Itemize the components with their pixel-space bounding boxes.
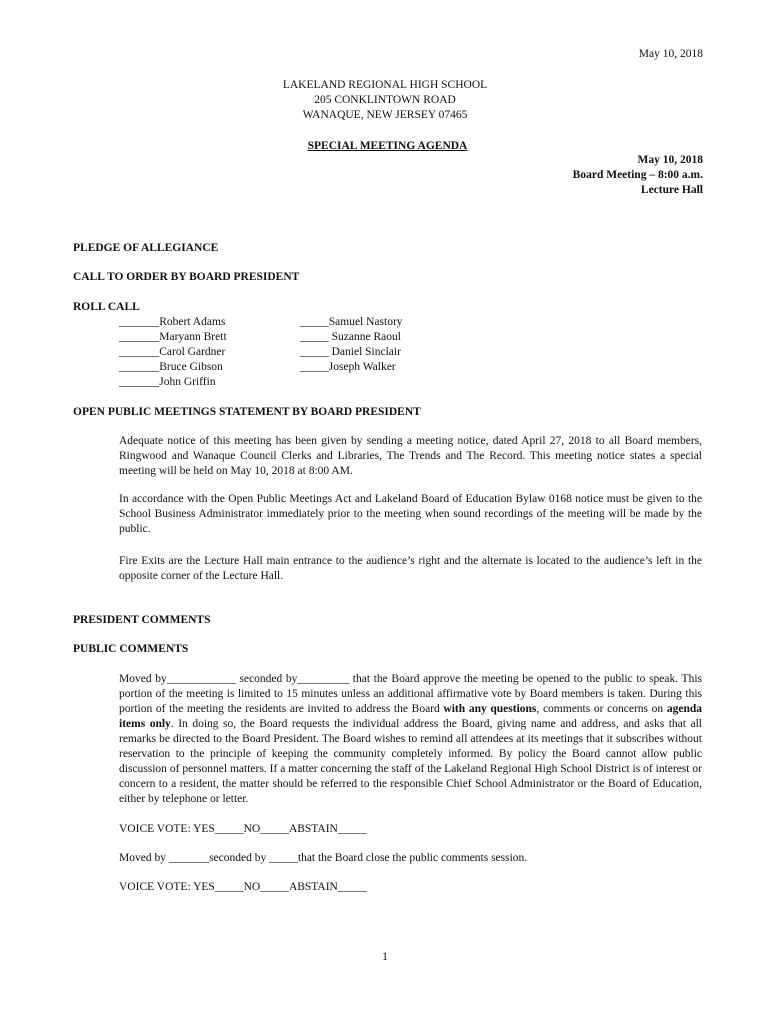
opma-heading: OPEN PUBLIC MEETINGS STATEMENT BY BOARD PRESIDENT (73, 406, 421, 418)
roll-call-right-list (300, 315, 403, 375)
motion-emphasis-questions: with any questions (443, 703, 537, 715)
roll-call-entry: _____ Suzanne Raoul (300, 331, 401, 343)
header-date: May 10, 2018 (638, 48, 703, 60)
motion-close-public-comments: Moved by _______seconded by _____that the Board close the public comments session. (119, 852, 528, 864)
roll-call-heading: ROLL CALL (73, 301, 140, 313)
school-address-line2: WANAQUE, NEW JERSEY 07465 (302, 109, 468, 121)
motion-emphasis-agenda-items: agenda items only (119, 703, 703, 730)
call-to-order-heading: CALL TO ORDER BY BOARD PRESIDENT (73, 271, 300, 283)
roll-call-entry: _______John Griffin (119, 376, 216, 388)
roll-call-entry: _______Bruce Gibson (119, 361, 223, 373)
roll-call-entry: _______Maryann Brett (119, 331, 227, 343)
roll-call-left-list (119, 315, 227, 390)
motion-text: , comments or concerns on (536, 703, 667, 715)
president-comments-heading: PRESIDENT COMMENTS (73, 614, 211, 626)
school-name: LAKELAND REGIONAL HIGH SCHOOL (282, 79, 488, 91)
meeting-date: May 10, 2018 (637, 154, 703, 166)
motion-text: . In doing so, the Board requests the individual address the Board, giving name and address, and asks that all remarks be directed to the Board President. The Board wishes to remind all attendees at its meetings that it subscribes without reservation to the principle of keeping the community completely informed. By policy the Board cannot allow public discussion of personnel matters. If a matter concerning the staff of the Lakeland Regional High School District is of interest or concern to a resident, the matter should be referred to the responsible Chief School Administrator or the Board of Education, either by telephone or letter. (119, 718, 703, 805)
meeting-time: Board Meeting – 8:00 a.m. (572, 169, 703, 181)
voice-vote-open: VOICE VOTE: YES_____NO_____ABSTAIN_____ (119, 823, 367, 835)
school-address-line1: 205 CONKLINTOWN ROAD (314, 94, 456, 106)
roll-call-entry: _____ Daniel Sinclair (300, 346, 401, 358)
roll-call-entry: _____Joseph Walker (300, 361, 396, 373)
public-comments-heading: PUBLIC COMMENTS (73, 643, 189, 655)
opma-paragraph-recordings: In accordance with the Open Public Meetings Act and Lakeland Board of Education Bylaw 0168 notice must be given to the School Business Administrator immediately prior to the meeting when sound recordings of the meeting will be made by the public. (119, 493, 702, 535)
opma-paragraph-notice: Adequate notice of this meeting has been given by sending a meeting notice, dated April 27, 2018 to all Board members, Ringwood and Wanaque Council Clerks and Libraries, The Trends and The Record. This meeting notice states a special meeting will be held on May 10, 2018 at 8:00 AM. (119, 435, 702, 477)
roll-call-entry: _______Robert Adams (119, 316, 226, 328)
agenda-title: SPECIAL MEETING AGENDA (307, 140, 468, 152)
meeting-location: Lecture Hall (640, 184, 703, 196)
roll-call-entry: _______Carol Gardner (119, 346, 226, 358)
pledge-heading: PLEDGE OF ALLEGIANCE (73, 242, 219, 254)
public-comments-motion-paragraph (119, 672, 702, 807)
page-number: 1 (382, 951, 388, 963)
opma-paragraph-fire-exits: Fire Exits are the Lecture Hall main entrance to the audience’s right and the alternate is located to the audience’s left in the opposite corner of the Lecture Hall. (119, 555, 702, 582)
voice-vote-close: VOICE VOTE: YES_____NO_____ABSTAIN_____ (119, 881, 367, 893)
motion-text: Moved by____________ seconded by_________ that the Board approve the meeting be opened to the public to speak. This portion of the meeting is limited to 15 minutes unless an additional affirmative vote by Board members is taken. During this portion of the meeting the residents are invited to address the Board (119, 673, 702, 715)
roll-call-entry: _____Samuel Nastory (300, 316, 403, 328)
